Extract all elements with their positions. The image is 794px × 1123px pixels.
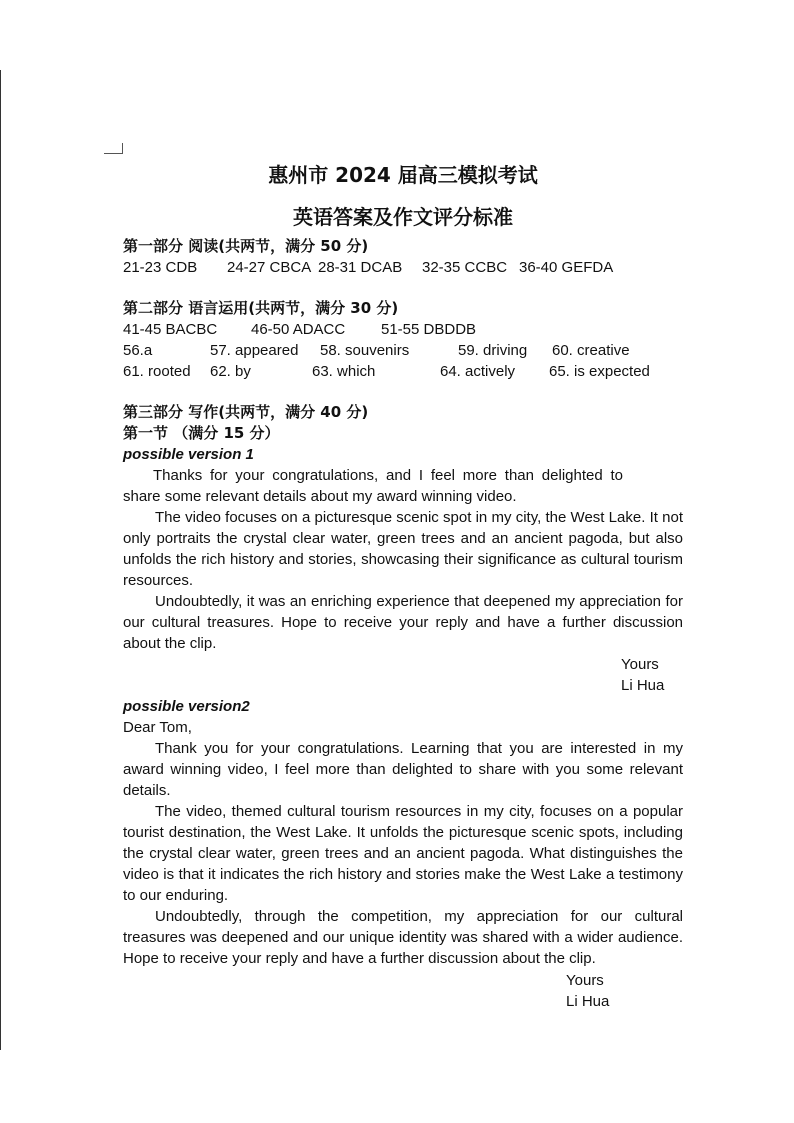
part1-heading: 第一部分 阅读(共两节，满分 50 分)	[123, 237, 369, 255]
version1-label: possible version 1	[123, 446, 254, 463]
document-subtitle: 英语答案及作文评分标准	[293, 205, 513, 229]
version2-salutation: Dear Tom,	[123, 719, 192, 736]
version2-paragraph: Thank you for your congratulations. Learning that you are interested in my award winning video, I feel more than delighted to share with you some relevant details.	[123, 740, 683, 799]
version2-paragraph: Undoubtedly, through the competition, my appreciation for our cultural treasures was deepened and our unique identity was shared with a wider audience. Hope to receive your reply and have a further discussion about the clip.	[123, 908, 683, 967]
version1-paragraph: Undoubtedly, it was an enriching experience that deepened my appreciation for our cultural treasures. Hope to receive your reply and have a further discussion about the clip.	[123, 593, 683, 652]
version2-label: possible version2	[123, 698, 250, 715]
section1-heading: 第一节 （满分 15 分）	[123, 424, 280, 442]
version1-paragraph: The video focuses on a picturesque scenic spot in my city, the West Lake. It not only portraits the crystal clear water, green trees and an ancient pagoda, but also unfolds the rich history and stories, showcasing their significance as cultural tourism resources.	[123, 509, 683, 589]
part1-answers-row	[123, 257, 683, 278]
part3-heading: 第三部分 写作(共两节，满分 40 分)	[123, 403, 369, 421]
document-title: 惠州市 2024 届高三模拟考试	[268, 163, 538, 187]
answer-item: 59. driving	[458, 342, 528, 359]
answer-item: 61. rooted	[123, 363, 191, 380]
answer-item: 64. actively	[440, 363, 516, 380]
answer-group: 51-55 DBDDB	[381, 321, 477, 338]
answer-item: 65. is expected	[549, 363, 650, 380]
answer-group: 41-45 BACBC	[123, 321, 218, 338]
answer-item: 63. which	[312, 363, 376, 380]
page-left-border	[0, 70, 1, 1050]
answer-group: 36-40 GEFDA	[519, 259, 614, 276]
answer-group: 21-23 CDB	[123, 259, 198, 276]
corner-crop-mark	[104, 143, 123, 154]
document-page	[123, 158, 683, 1012]
part2-heading: 第二部分 语言运用(共两节，满分 30 分)	[123, 299, 399, 317]
answer-group: 32-35 CCBC	[422, 259, 508, 276]
part2-answers-row2	[123, 340, 683, 361]
version2-closing: Yours	[566, 972, 604, 989]
version1-signature: Li Hua	[621, 677, 665, 694]
answer-item: 57. appeared	[210, 342, 299, 359]
answer-group: 46-50 ADACC	[251, 321, 346, 338]
answer-item: 62. by	[210, 363, 251, 380]
part2-answers-row3	[123, 361, 683, 382]
answer-item: 56.a	[123, 342, 153, 359]
version1-closing: Yours	[621, 656, 659, 673]
version2-paragraph: The video, themed cultural tourism resources in my city, focuses on a popular tourist destination, the West Lake. It unfolds the picturesque scenic spots, including the crystal clear water, green trees and an ancient pagoda. What distinguishes the video is that it indicates the rich history and stories make the West Lake a testimony to our enduring.	[123, 803, 683, 904]
version2-signature: Li Hua	[566, 993, 610, 1010]
part2-answers-row1	[123, 319, 683, 340]
answer-item: 60. creative	[552, 342, 630, 359]
answer-group: 24-27 CBCA	[227, 259, 312, 276]
answer-item: 58. souvenirs	[320, 342, 410, 359]
answer-group: 28-31 DCAB	[318, 259, 403, 276]
version1-paragraph: Thanks for your congratulations, and I feel more than delighted to share some relevant details about my award winning video.	[123, 467, 623, 505]
